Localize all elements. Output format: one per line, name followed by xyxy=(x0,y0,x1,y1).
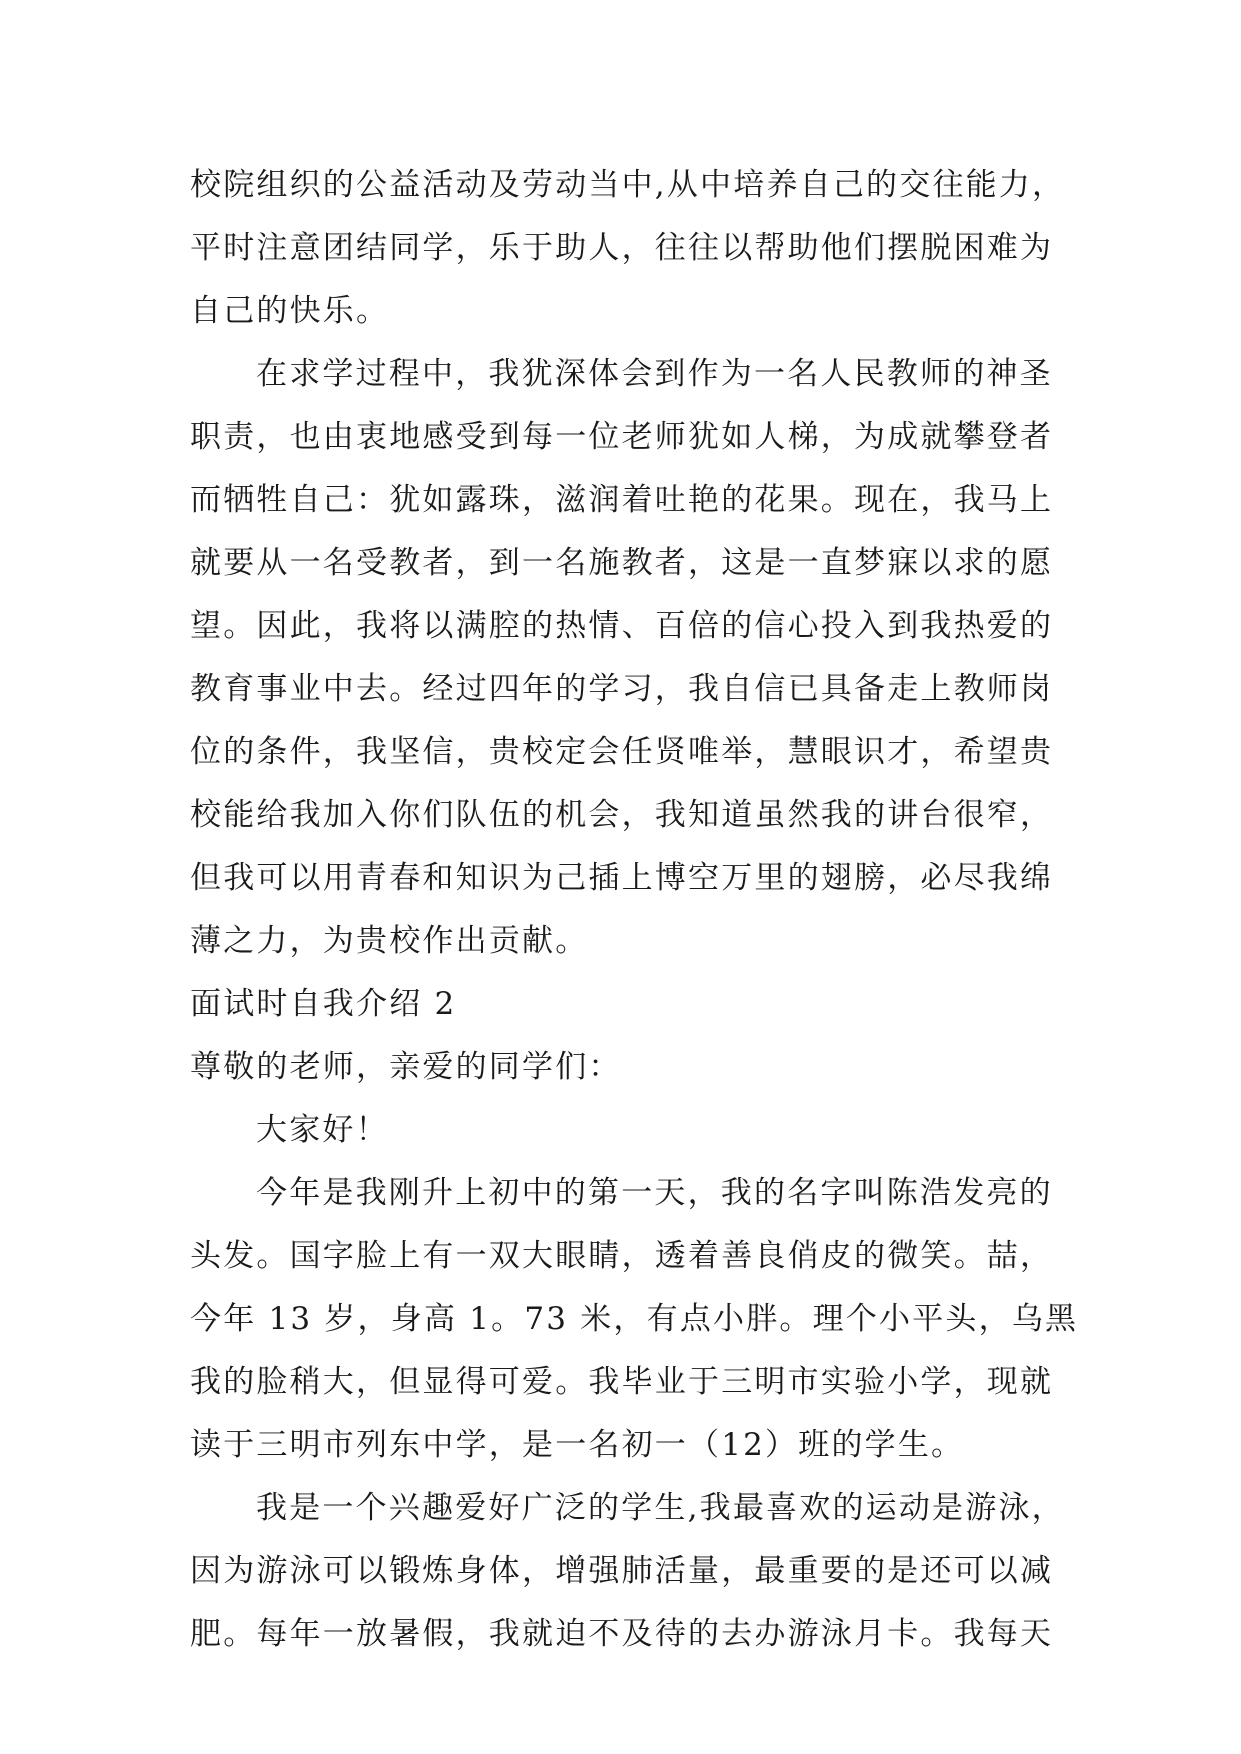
text-line: 头发。国字脸上有一双大眼睛，透着善良俏皮的微笑。喆， xyxy=(190,1238,1054,1274)
text-line: 肥。每年一放暑假，我就迫不及待的去办游泳月卡。我每天 xyxy=(190,1616,1054,1652)
text-line: 平时注意团结同学，乐于助人，往往以帮助他们摆脱困难为 xyxy=(190,230,1054,266)
text-line: 就要从一名受教者，到一名施教者，这是一直梦寐以求的愿 xyxy=(190,545,1054,581)
section-heading: 面试时自我介绍 2 xyxy=(190,986,457,1022)
text-line: 校能给我加入你们队伍的机会，我知道虽然我的讲台很窄， xyxy=(190,797,1054,833)
text-line: 职责，也由衷地感受到每一位老师犹如人梯，为成就攀登者 xyxy=(190,419,1054,455)
paragraph-start-line: 在求学过程中，我犹深体会到作为一名人民教师的神圣 xyxy=(256,356,1053,392)
text-line: 今年 13 岁，身高 1。73 米，有点小胖。理个小平头，乌黑 xyxy=(190,1301,1079,1337)
paragraph-start-line: 今年是我刚升上初中的第一天，我的名字叫陈浩发亮的 xyxy=(256,1175,1053,1211)
text-line: 因为游泳可以锻炼身体，增强肺活量，最重要的是还可以减 xyxy=(190,1553,1054,1589)
text-line: 教育事业中去。经过四年的学习，我自信已具备走上教师岗 xyxy=(190,671,1054,707)
salutation: 尊敬的老师，亲爱的同学们： xyxy=(190,1049,622,1085)
text-line: 但我可以用青春和知识为己插上博空万里的翅膀，必尽我绵 xyxy=(190,860,1054,896)
text-line: 校院组织的公益活动及劳动当中,从中培养自己的交往能力， xyxy=(190,167,1066,203)
text-line: 薄之力，为贵校作出贡献。 xyxy=(190,923,589,959)
text-line: 而牺牲自己：犹如露珠，滋润着吐艳的花果。现在，我马上 xyxy=(190,482,1054,518)
greeting: 大家好！ xyxy=(256,1112,389,1148)
text-line: 位的条件，我坚信，贵校定会任贤唯举，慧眼识才，希望贵 xyxy=(190,734,1054,770)
paragraph-start-line: 我是一个兴趣爱好广泛的学生,我最喜欢的运动是游泳， xyxy=(256,1490,1065,1526)
text-line: 望。因此，我将以满腔的热情、百倍的信心投入到我热爱的 xyxy=(190,608,1054,644)
text-line: 自己的快乐。 xyxy=(190,293,390,329)
text-line: 我的脸稍大，但显得可爱。我毕业于三明市实验小学，现就 xyxy=(190,1364,1054,1400)
text-line: 读于三明市列东中学，是一名初一（12）班的学生。 xyxy=(190,1427,965,1463)
